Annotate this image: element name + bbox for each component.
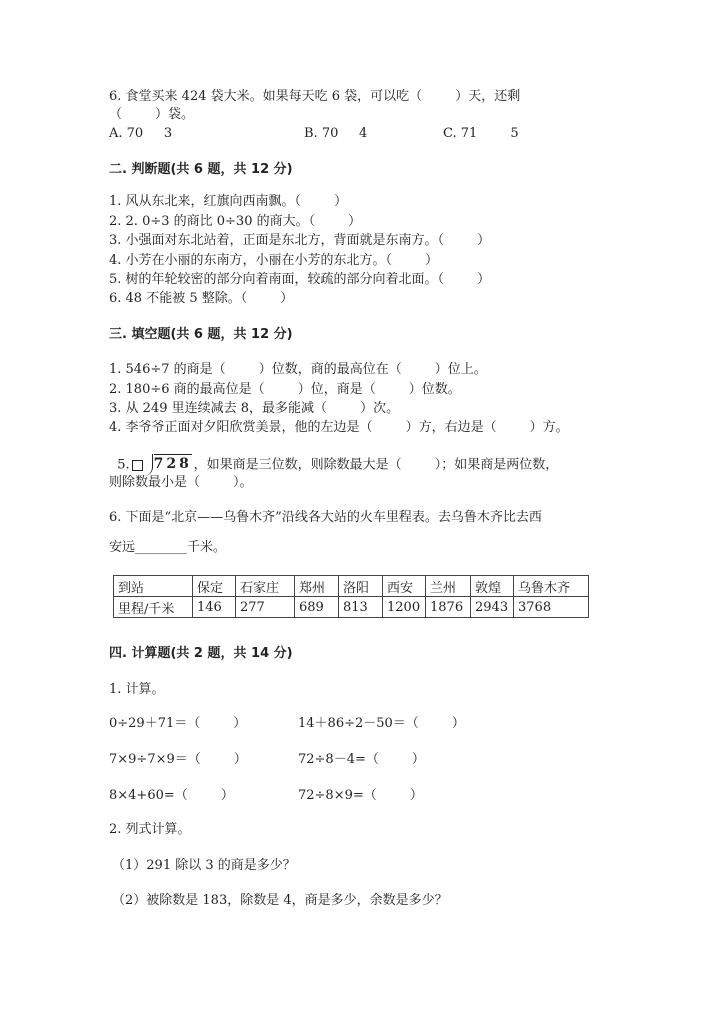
list-item: 3. 小强面对东北站着，正面是东北方，背面就是东南方。（ ）: [109, 233, 491, 248]
table-cell: 里程/千米: [114, 597, 193, 618]
question-text: 2. 列式计算。: [109, 822, 191, 837]
table-cell: 1876: [426, 597, 471, 618]
table-cell: 石家庄: [236, 576, 295, 597]
list-item: 3. 从 249 里连续减去 8，最多能减（ ）次。: [109, 401, 400, 416]
mileage-table: [113, 575, 589, 618]
list-item: （2）被除数是 183，除数是 4，商是多少，余数是多少？: [112, 893, 448, 908]
list-item: 6. 48 不能被 5 整除。（ ）: [109, 291, 294, 306]
table-cell: 146: [193, 597, 236, 618]
blank-box: [132, 460, 143, 471]
list-item: 2. 180÷6 商的最高位是（ ）位，商是（ ）位数。: [109, 382, 461, 397]
table-cell: 乌鲁木齐: [514, 576, 589, 597]
question-text: ，如果商是三位数，则除数最大是（ ）；如果商是两位数，: [193, 457, 559, 473]
question-text: 则除数最小是（ ）。: [109, 475, 253, 490]
table-cell: 813: [339, 597, 383, 618]
list-item: [109, 438, 558, 476]
section-title: 二. 判断题(共 6 题，共 12 分): [109, 162, 293, 177]
table-cell: 郑州: [295, 576, 339, 597]
table-cell: 到站: [114, 576, 193, 597]
question-text: 1. 计算。: [109, 682, 165, 697]
table-cell: 277: [236, 597, 295, 618]
table-cell: 兰州: [426, 576, 471, 597]
calc-item: 8×4+60=（ ）: [109, 788, 234, 803]
table-row: [114, 597, 589, 618]
question-text: 6. 食堂买来 424 袋大米。如果每天吃 6 袋，可以吃（ ）天，还剩: [109, 89, 521, 104]
table-cell: 敦煌: [471, 576, 514, 597]
table-cell: 保定: [193, 576, 236, 597]
calc-item: 14＋86÷2－50＝（ ）: [298, 716, 465, 731]
question-number: 5.: [117, 457, 130, 473]
table-cell: 689: [295, 597, 339, 618]
long-division-symbol: [130, 454, 194, 476]
option-a: A. 70 3: [109, 126, 173, 141]
list-item: 4. 小芳在小丽的东南方，小丽在小芳的东北方。（ ）: [109, 253, 439, 268]
dividend: 728: [153, 456, 192, 472]
section-title: 四. 计算题(共 2 题，共 14 分): [109, 646, 293, 661]
list-item: 5. 树的年轮较密的部分向着南面，较疏的部分向着北面。（ ）: [109, 272, 491, 287]
calc-item: 72÷8×9=（ ）: [298, 788, 423, 803]
table-cell: 2943: [471, 597, 514, 618]
calc-item: 72÷8－4=（ ）: [298, 752, 425, 767]
table-header-row: [114, 576, 589, 597]
list-item: 1. 546÷7 的商是（ ）位数，商的最高位在（ ）位上。: [109, 362, 487, 377]
table-cell: 洛阳: [339, 576, 383, 597]
question-text: 6. 下面是“北京——乌鲁木齐”沿线各大站的火车里程表。去乌鲁木齐比去西: [109, 510, 542, 525]
question-text: （ ）袋。: [109, 107, 195, 122]
list-item: 2. 2. 0÷3 的商比 0÷30 的商大。（ ）: [109, 214, 362, 229]
option-b: B. 70 4: [304, 126, 368, 141]
division-bracket: [144, 454, 153, 476]
option-c: C. 71 5: [443, 126, 519, 141]
calc-item: 0÷29＋71＝（ ）: [109, 716, 247, 731]
table-cell: 1200: [383, 597, 426, 618]
list-item: （1）291 除以 3 的商是多少？: [112, 858, 296, 873]
list-item: 1. 风从东北来，红旗向西南飘。（ ）: [109, 194, 348, 209]
table-cell: 西安: [383, 576, 426, 597]
section-title: 三. 填空题(共 6 题，共 12 分): [109, 327, 293, 342]
table-cell: 3768: [514, 597, 589, 618]
calc-item: 7×9÷7×9＝（ ）: [109, 752, 247, 767]
question-text: 安远________千米。: [109, 540, 227, 555]
list-item: 4. 李爷爷正面对夕阳欣赏美景，他的左边是（ ）方，右边是（ ）方。: [109, 420, 569, 435]
